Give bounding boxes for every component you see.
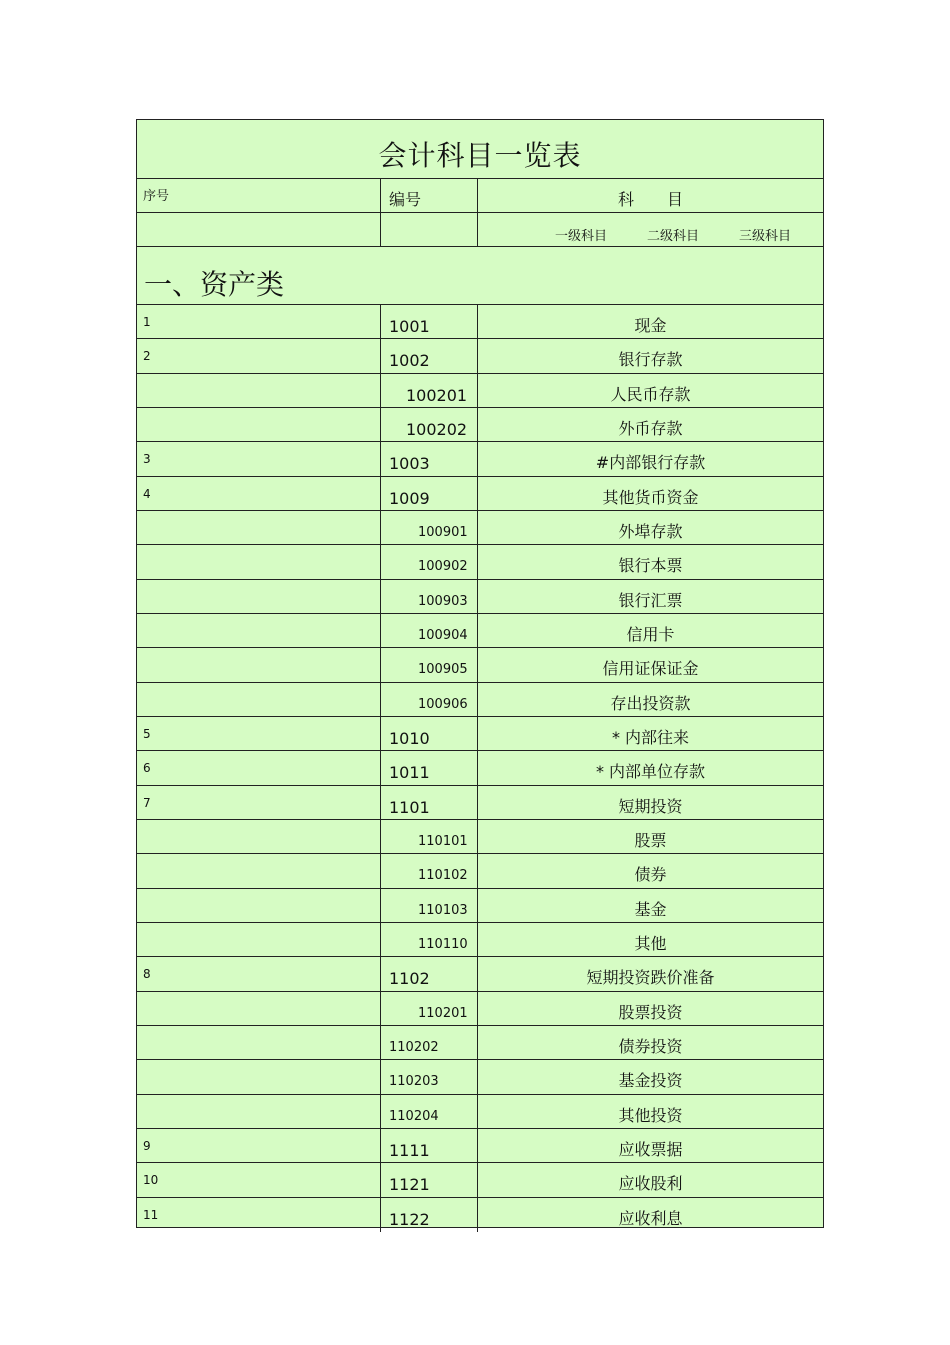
level-labels <box>555 225 791 244</box>
row-subject-name: * 内部往来 <box>611 727 690 747</box>
row-code: 100905 <box>418 662 468 678</box>
row-seq: 6 <box>143 761 151 776</box>
subject-cell <box>478 854 823 887</box>
row-subject-name: 银行汇票 <box>618 590 683 610</box>
row-subject-name: 存出投资款 <box>610 693 691 713</box>
row-code: 110102 <box>418 868 468 884</box>
code-cell <box>381 614 478 647</box>
subject-cell <box>478 442 823 475</box>
subject-cell <box>478 1095 823 1128</box>
row-subject-name: 信用证保证金 <box>602 659 699 679</box>
row-subject-name: 应收股利 <box>618 1174 683 1194</box>
table-row <box>137 923 823 957</box>
table-title: 会计科目一览表 <box>137 120 823 179</box>
table-row <box>137 374 823 408</box>
seq-cell <box>137 1198 381 1232</box>
code-cell <box>381 786 478 819</box>
header-code-label: 编号 <box>389 190 422 209</box>
subject-cell <box>478 1129 823 1162</box>
row-subject-name: 应收利息 <box>618 1208 683 1228</box>
table-row <box>137 1095 823 1129</box>
code-cell <box>381 1095 478 1128</box>
seq-cell <box>137 1060 381 1093</box>
subject-cell <box>478 614 823 647</box>
row-subject-name: 现金 <box>634 316 667 335</box>
row-seq: 11 <box>143 1207 159 1222</box>
level-2-label: 二级科目 <box>646 229 699 244</box>
seq-cell <box>137 923 381 956</box>
seq-cell <box>137 1026 381 1059</box>
subject-cell <box>478 992 823 1025</box>
row-seq: 1 <box>143 315 151 329</box>
seq-cell <box>137 339 381 372</box>
seq-cell <box>137 820 381 853</box>
subject-cell <box>478 580 823 613</box>
seq-cell <box>137 477 381 510</box>
row-code: 100901 <box>418 524 468 540</box>
code-cell <box>381 511 478 544</box>
table-row <box>137 957 823 991</box>
seq-cell <box>137 751 381 784</box>
row-code: 110202 <box>389 1039 439 1055</box>
seq-cell <box>137 614 381 647</box>
subject-cell <box>478 751 823 784</box>
subject-cell <box>478 1198 823 1232</box>
code-cell <box>381 1163 478 1196</box>
subject-cell <box>478 477 823 510</box>
code-cell <box>381 1129 478 1162</box>
subheader-row <box>137 213 823 247</box>
subject-cell <box>478 374 823 407</box>
row-code: 1102 <box>389 969 430 989</box>
section-heading: 一、资产类 <box>144 268 285 301</box>
table-row <box>137 1163 823 1197</box>
subject-cell <box>478 1163 823 1196</box>
row-code: 110204 <box>389 1108 439 1124</box>
code-cell <box>381 1198 478 1232</box>
code-cell <box>381 648 478 681</box>
seq-cell <box>137 854 381 887</box>
seq-cell <box>137 1095 381 1128</box>
row-code: 1001 <box>389 317 430 336</box>
table-row <box>137 648 823 682</box>
seq-cell <box>137 305 381 338</box>
subject-cell <box>478 786 823 819</box>
seq-cell <box>137 1129 381 1162</box>
seq-cell <box>137 992 381 1025</box>
table-row <box>137 1129 823 1163</box>
code-cell <box>381 751 478 784</box>
row-subject-name: 外币存款 <box>618 418 683 438</box>
subject-cell <box>478 957 823 990</box>
row-subject-name: 应收票据 <box>618 1139 683 1159</box>
row-seq: 4 <box>143 486 151 501</box>
row-seq: 8 <box>143 967 151 982</box>
header-code-cell <box>381 179 478 212</box>
subject-cell <box>478 545 823 578</box>
table-row <box>137 786 823 820</box>
accounts-table <box>136 119 824 1228</box>
header-seq-label: 序号 <box>143 189 170 204</box>
table-row <box>137 580 823 614</box>
code-cell <box>381 717 478 750</box>
row-subject-name: 其他货币资金 <box>602 487 699 507</box>
subject-cell <box>478 717 823 750</box>
table-row <box>137 1026 823 1060</box>
seq-cell <box>137 442 381 475</box>
row-code: 100906 <box>418 696 468 712</box>
table-row <box>137 683 823 717</box>
row-code: 100904 <box>418 627 468 643</box>
row-seq: 9 <box>143 1138 151 1153</box>
subject-cell <box>478 511 823 544</box>
code-cell <box>381 820 478 853</box>
table-row <box>137 511 823 545</box>
code-cell <box>381 477 478 510</box>
row-code: 100902 <box>418 559 468 575</box>
row-code: 100903 <box>418 593 468 609</box>
row-subject-name: * 内部单位存款 <box>595 762 706 782</box>
header-subject-label: 科 目 <box>617 190 684 209</box>
seq-cell <box>137 511 381 544</box>
table-row <box>137 717 823 751</box>
row-subject-name: 股票 <box>634 830 667 850</box>
row-subject-name: #内部银行存款 <box>595 453 706 473</box>
subject-cell <box>478 683 823 716</box>
row-subject-name: 人民币存款 <box>610 384 691 404</box>
code-cell <box>381 923 478 956</box>
header-subject-cell <box>478 179 823 212</box>
row-code: 1111 <box>389 1140 430 1160</box>
seq-cell <box>137 683 381 716</box>
table-row <box>137 614 823 648</box>
row-seq: 2 <box>143 349 151 364</box>
row-code: 1002 <box>389 351 430 371</box>
code-cell <box>381 683 478 716</box>
level-3-label: 三级科目 <box>738 229 791 244</box>
code-cell <box>381 580 478 613</box>
code-cell <box>381 854 478 887</box>
row-subject-name: 股票投资 <box>618 1002 683 1022</box>
row-subject-name: 银行存款 <box>618 350 683 370</box>
code-cell <box>381 305 478 338</box>
table-row <box>137 820 823 854</box>
row-code: 100201 <box>406 385 468 405</box>
row-subject-name: 其他 <box>634 933 667 953</box>
row-subject-name: 银行本票 <box>618 556 683 576</box>
row-code: 1101 <box>389 797 430 817</box>
table-body <box>137 305 823 1232</box>
row-code: 110103 <box>418 902 468 918</box>
subheader-code-cell <box>381 213 478 246</box>
seq-cell <box>137 957 381 990</box>
row-code: 110110 <box>418 936 468 952</box>
row-subject-name: 短期投资 <box>618 796 683 816</box>
subject-cell <box>478 1026 823 1059</box>
subject-cell <box>478 305 823 338</box>
code-cell <box>381 408 478 441</box>
header-row <box>137 179 823 213</box>
row-code: 1122 <box>389 1209 430 1229</box>
level-1-label: 一级科目 <box>554 229 607 244</box>
row-subject-name: 债券投资 <box>618 1036 683 1056</box>
table-row <box>137 751 823 785</box>
code-cell <box>381 1060 478 1093</box>
subject-cell <box>478 1060 823 1093</box>
row-code: 110201 <box>418 1005 468 1021</box>
row-subject-name: 债券 <box>634 865 667 885</box>
seq-cell <box>137 408 381 441</box>
row-code: 1121 <box>389 1175 430 1195</box>
table-row <box>137 477 823 511</box>
row-subject-name: 信用卡 <box>626 624 675 644</box>
table-row <box>137 339 823 373</box>
subject-cell <box>478 820 823 853</box>
row-subject-name: 基金 <box>634 899 667 919</box>
row-code: 1011 <box>389 763 430 783</box>
seq-cell <box>137 580 381 613</box>
code-cell <box>381 957 478 990</box>
section-heading-row <box>137 247 823 305</box>
row-subject-name: 基金投资 <box>618 1071 683 1091</box>
table-row <box>137 408 823 442</box>
row-code: 1009 <box>389 488 430 508</box>
subject-cell <box>478 889 823 922</box>
code-cell <box>381 545 478 578</box>
header-seq-cell <box>137 179 381 212</box>
code-cell <box>381 889 478 922</box>
row-subject-name: 外埠存款 <box>618 521 683 541</box>
seq-cell <box>137 545 381 578</box>
seq-cell <box>137 717 381 750</box>
code-cell <box>381 374 478 407</box>
table-row <box>137 854 823 888</box>
table-row <box>137 992 823 1026</box>
code-cell <box>381 339 478 372</box>
row-code: 110101 <box>418 833 468 849</box>
seq-cell <box>137 648 381 681</box>
table-row <box>137 305 823 339</box>
seq-cell <box>137 889 381 922</box>
table-row <box>137 889 823 923</box>
subject-cell <box>478 923 823 956</box>
row-subject-name: 其他投资 <box>618 1105 683 1125</box>
table-row <box>137 1060 823 1094</box>
seq-cell <box>137 1163 381 1196</box>
row-code: 1003 <box>389 454 430 474</box>
row-seq: 7 <box>143 795 151 810</box>
seq-cell <box>137 374 381 407</box>
table-row <box>137 442 823 476</box>
subject-cell <box>478 648 823 681</box>
code-cell <box>381 992 478 1025</box>
seq-cell <box>137 786 381 819</box>
code-cell <box>381 442 478 475</box>
table-row <box>137 1198 823 1232</box>
row-code: 110203 <box>389 1074 439 1090</box>
row-code: 100202 <box>406 419 468 439</box>
row-seq: 3 <box>143 452 151 467</box>
subheader-seq-cell <box>137 213 381 246</box>
subject-cell <box>478 408 823 441</box>
table-row <box>137 545 823 579</box>
row-seq: 10 <box>143 1173 159 1188</box>
subheader-levels-cell <box>478 213 823 246</box>
code-cell <box>381 1026 478 1059</box>
subject-cell <box>478 339 823 372</box>
row-subject-name: 短期投资跌价准备 <box>586 968 715 988</box>
row-code: 1010 <box>389 728 430 748</box>
row-seq: 5 <box>143 726 151 741</box>
